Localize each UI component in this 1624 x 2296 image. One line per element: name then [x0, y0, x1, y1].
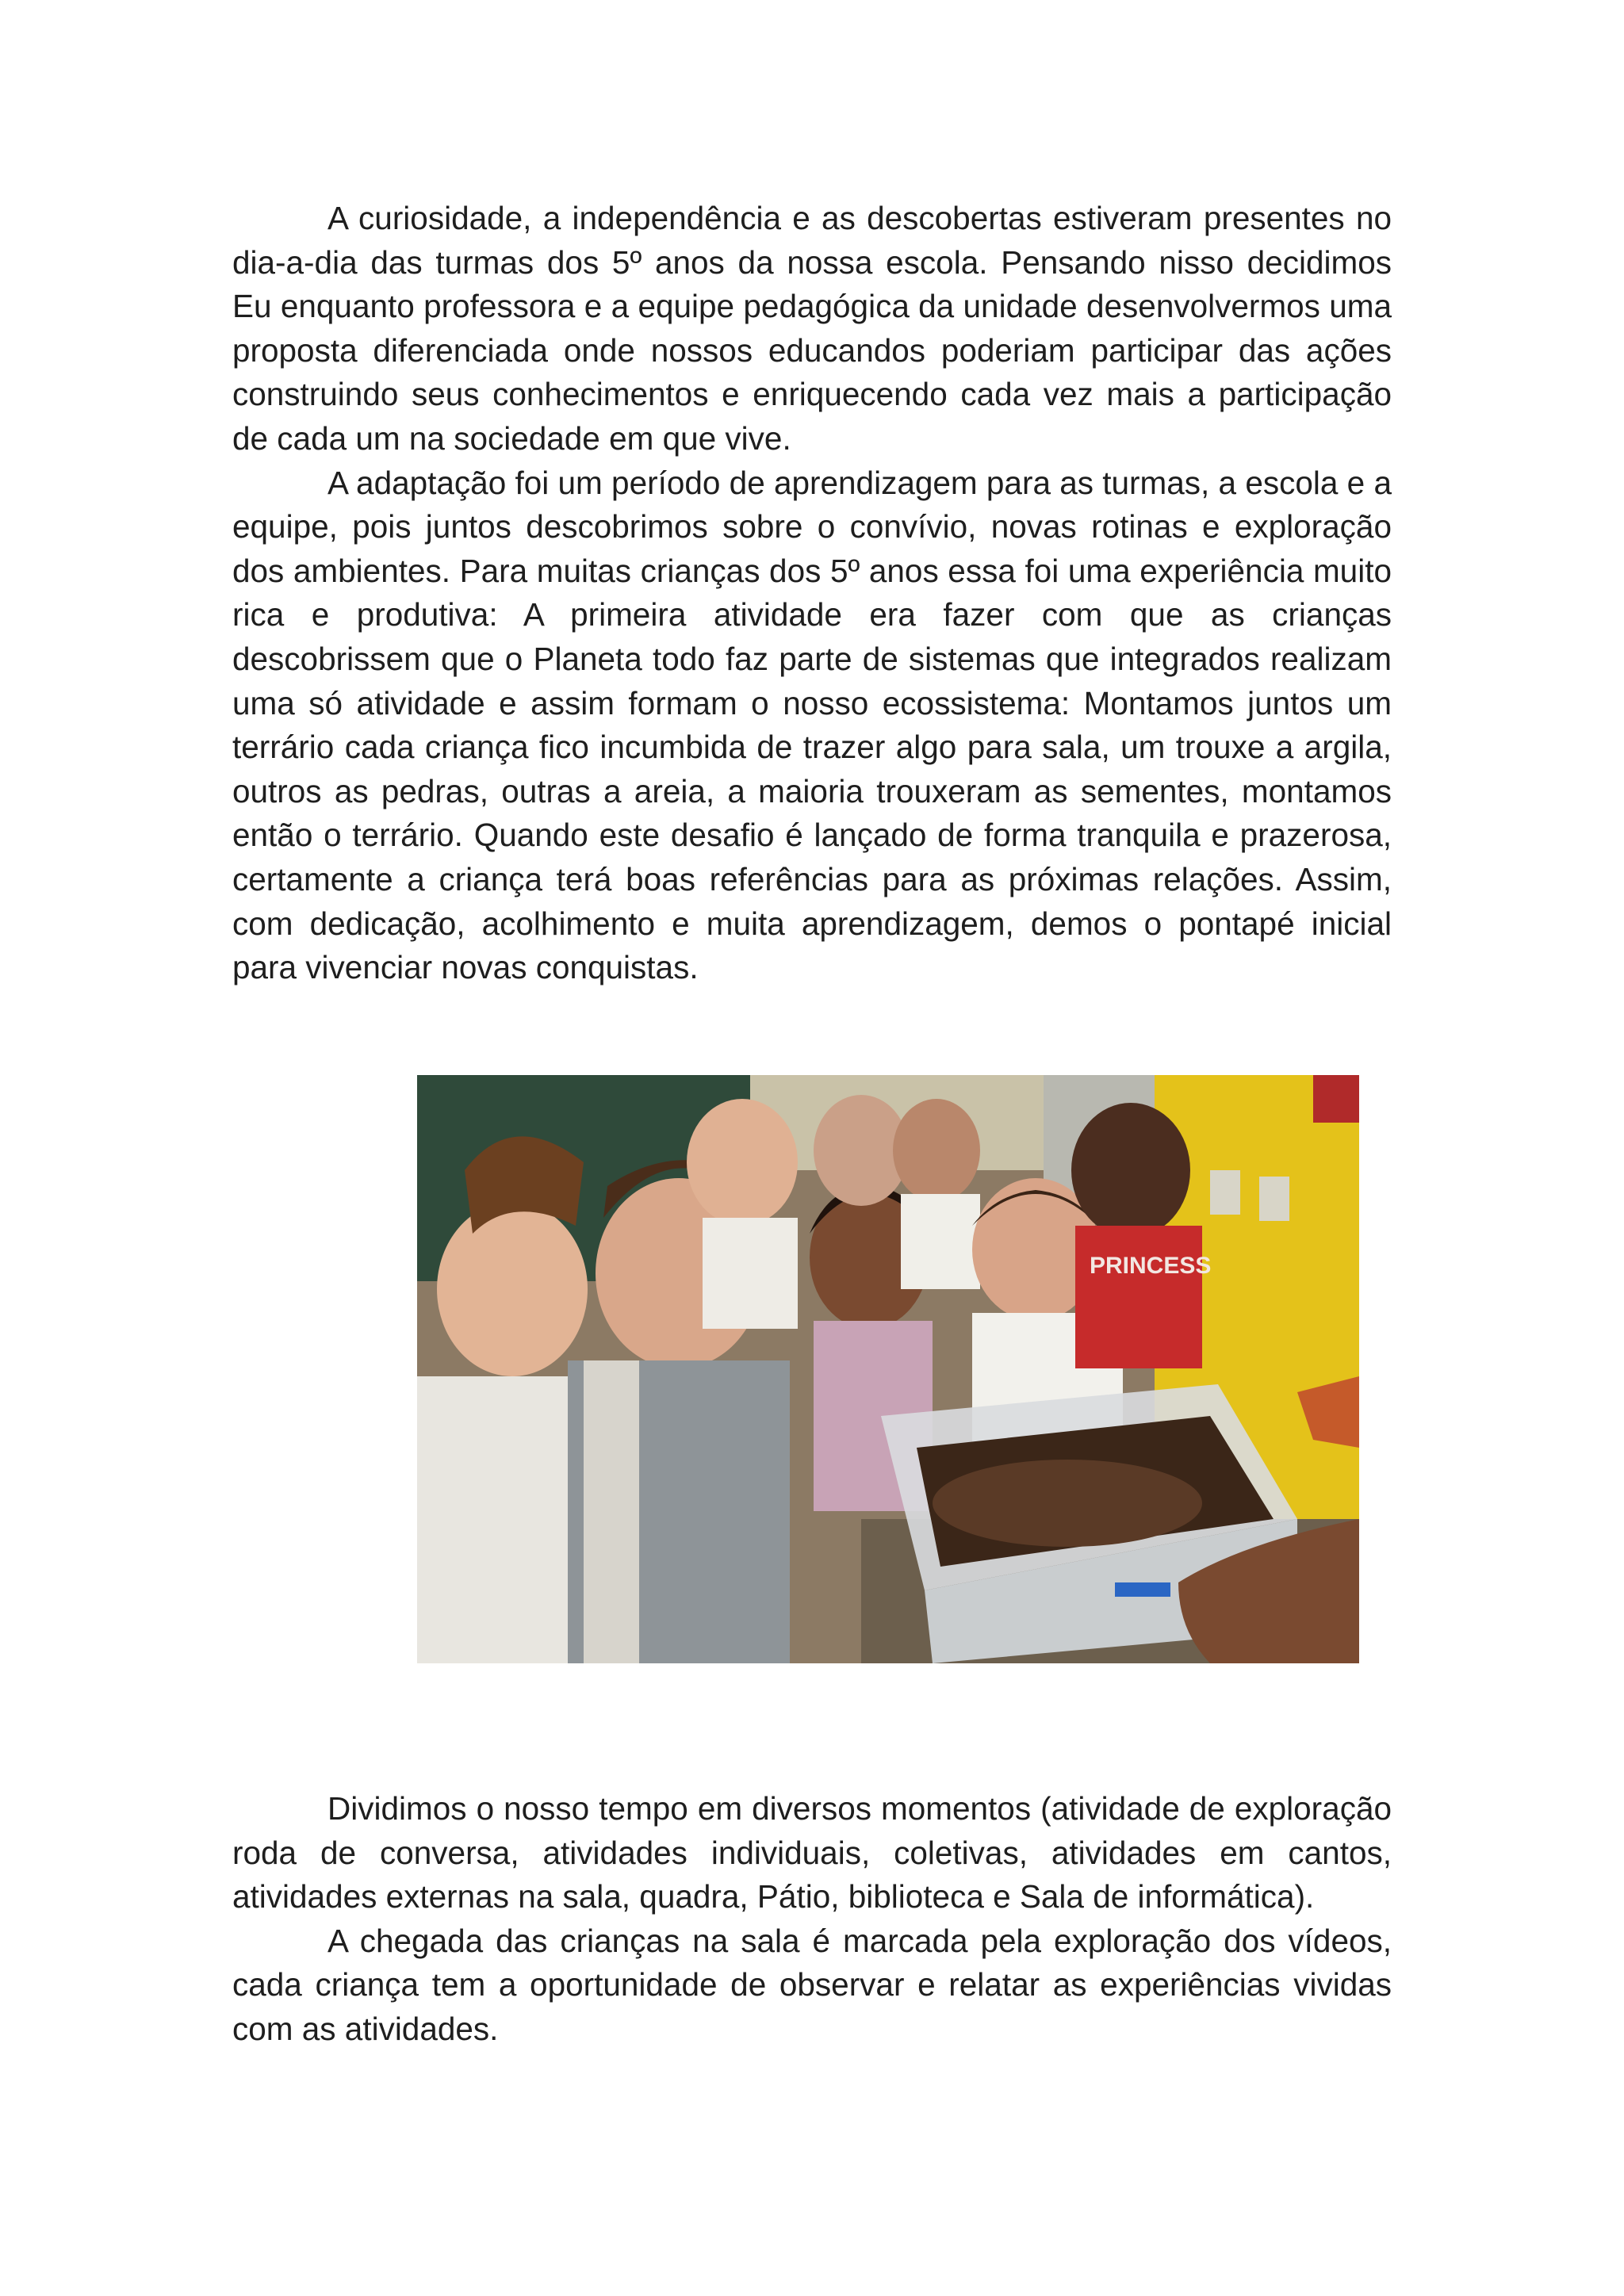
paragraph-curiosity: A curiosidade, a independência e as descobertas estiveram presentes no dia-a-dia das turmas dos 5º anos da nossa escola. Pensando nisso decidimos Eu enquanto professora e a equipe pedagógica da unidade desenvolvermos uma proposta diferenciada onde nossos educandos poderiam participar das ações construindo seus conhecimentos e enriquecendo cada vez mais a participação de cada um na sociedade em que vive.	[232, 200, 1392, 457]
terrarium-photo	[417, 1075, 1359, 1663]
routine-text-block	[232, 1787, 1392, 2052]
paragraph-time-division: Dividimos o nosso tempo em diversos momentos (atividade de exploração roda de conversa, atividades individuais, coletivas, atividades em cantos, atividades externas na sala, quadra, Pátio, biblioteca e Sala de informática).	[232, 1790, 1392, 1915]
paragraph-arrival: A chegada das crianças na sala é marcada pela exploração dos vídeos, cada criança tem a oportunidade de observar e relatar as experiências vividas com as atividades.	[232, 1922, 1392, 2047]
intro-text-block	[232, 197, 1392, 990]
paragraph-adaptation: A adaptação foi um período de aprendizagem para as turmas, a escola e a equipe, pois juntos descobrimos sobre o convívio, novas rotinas e exploração dos ambientes. Para muitas crianças dos 5º anos essa foi uma experiência muito rica e produtiva: A primeira atividade era fazer com que as crianças descobrissem que o Planeta todo faz parte de sistemas que integrados realizam uma só atividade e assim formam o nosso ecossistema: Montamos juntos um terrário cada criança fico incumbida de trazer algo para sala, um trouxe a argila, outros as pedras, outras a areia, a maioria trouxeram as sementes, montamos então o terrário. Quando este desafio é lançado de forma tranquila e prazerosa, certamente a criança terá boas referências para as próximas relações. Assim, com dedicação, acolhimento e muita aprendizagem, demos o pontapé inicial para vivenciar novas conquistas.	[232, 464, 1392, 986]
shirt-print-text: PRINCESS	[1090, 1253, 1212, 1279]
